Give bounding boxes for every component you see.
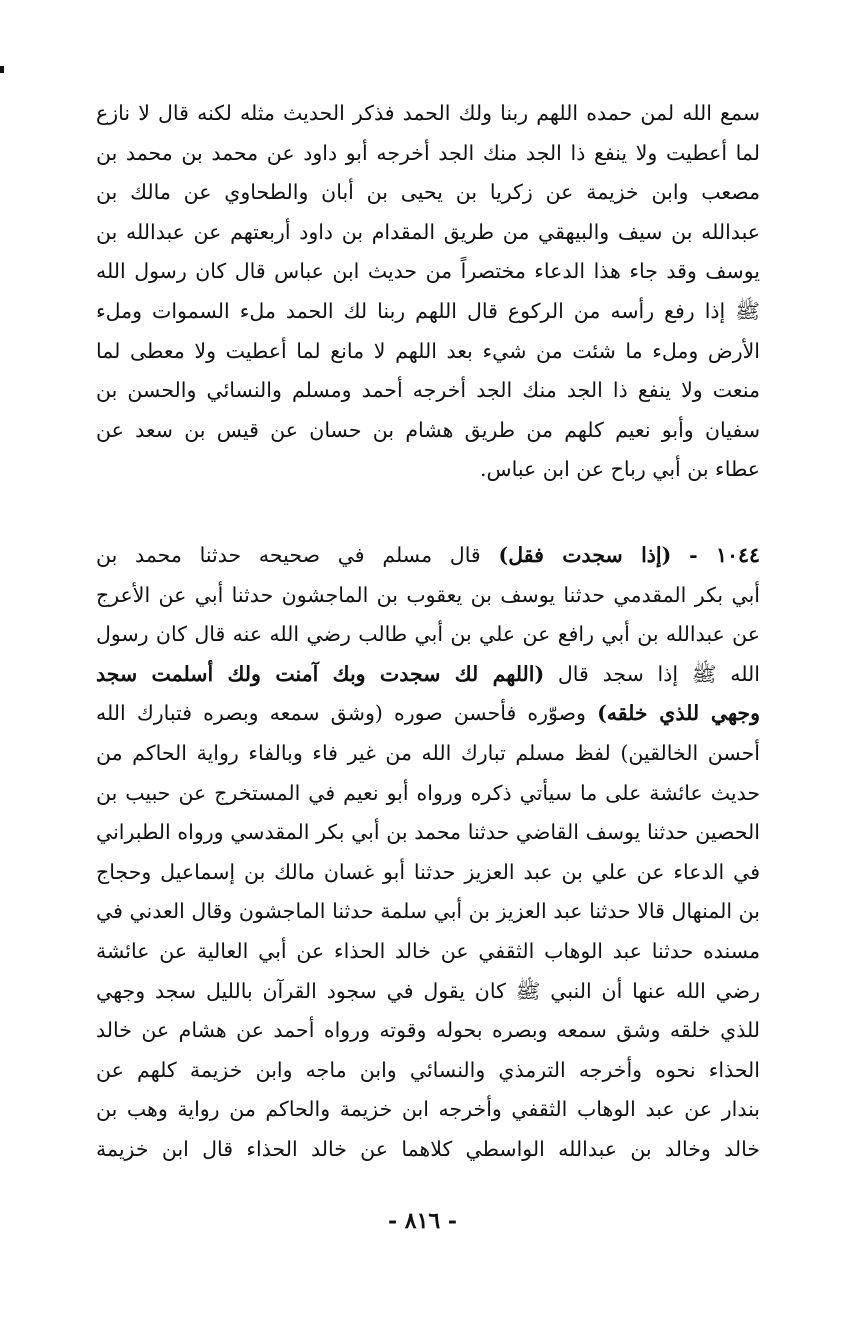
text-line: الأرض وملء ما شئت من شيء بعد اللهم لا مانع لما أعطيت ولا معطى لما: [96, 338, 760, 363]
text-line: لما أعطيت ولا ينفع ذا الجد منك الجد أخرجه أبو داود عن محمد بن محمد بن: [96, 140, 760, 165]
text-line: خالد وخالد بن عبدالله الواسطي كلاهما عن خالد الحذاء قال ابن خزيمة: [96, 1136, 760, 1161]
text-line: عطاء بن أبي رباح عن ابن عباس.: [480, 457, 760, 482]
quoted-dua-bold: (اللهم لك سجدت وبك آمنت ولك أسلمت سجد: [96, 661, 545, 686]
text-line-heading: [96, 536, 760, 576]
text-segment: الله ﷺ إذا سجد قال: [557, 661, 760, 686]
paragraph-1: [96, 94, 760, 490]
text-line: أبي بكر المقدمي حدثنا يوسف بن يعقوب بن الماجشون حدثنا أبي عن الأعرج: [96, 582, 760, 607]
page-number: - ٨١٦ -: [387, 1208, 458, 1234]
text-line: عبدالله بن سيف والبيهقي من طريق المقدام بن داود أربعتهم عن عبدالله بن: [96, 219, 760, 244]
text-line: عن عبدالله بن أبي رافع عن علي بن أبي طالب رضي الله عنه قال كان رسول: [96, 622, 760, 647]
text-line: رضي الله عنها أن النبي ﷺ كان يقول في سجود القرآن بالليل سجد وجهي: [96, 978, 760, 1003]
text-line: في الدعاء عن علي بن عبد العزيز حدثنا أبو غسان مالك بن إسماعيل وحجاج: [96, 859, 760, 884]
hadith-number: ١٠٤٤ -: [689, 543, 760, 567]
text-segment: قال مسلم في صحيحه حدثنا محمد بن: [96, 543, 481, 567]
text-segment: وصوّره فأحسن صوره (وشق سمعه وبصره فتبارك الله: [96, 701, 586, 726]
hadith-heading: (إذا سجدت فقل): [498, 543, 672, 567]
text-line: منعت ولا ينفع ذا الجد منك الجد أخرجه أحمد ومسلم والنسائي والحسن بن: [96, 378, 760, 403]
text-line: يوسف وقد جاء هذا الدعاء مختصراً من حديث ابن عباس قال كان رسول الله: [96, 259, 760, 284]
text-line: [96, 694, 760, 734]
text-line: الحذاء نحوه وأخرجه الترمذي والنسائي وابن ماجه وابن خزيمة كلهم عن: [96, 1057, 760, 1082]
text-line: الحصين حدثنا يوسف القاضي حدثنا محمد بن أبي بكر المقدسي ورواه الطبراني: [96, 820, 760, 845]
text-line: ﷺ إذا رفع رأسه من الركوع قال اللهم ربنا لك الحمد ملء السموات وملء: [96, 298, 760, 323]
text-line: حديث عائشة على ما سيأتي ذكره ورواه أبو نعيم في المستخرج عن حبيب بن: [96, 780, 760, 805]
text-line: سمع الله لمن حمده اللهم ربنا ولك الحمد فذكر الحديث مثله لكنه قال لا نازع: [96, 101, 760, 125]
text-line: سفيان وأبو نعيم كلهم من طريق هشام بن حسان عن قيس بن سعد عن: [96, 417, 760, 442]
text-line: أحسن الخالقين) لفظ مسلم تبارك الله من غير فاء وبالفاء رواية الحاكم من: [96, 740, 760, 765]
text-line: بندار عن عبد الوهاب الثقفي وأخرجه ابن خزيمة والحاكم من رواية وهب بن: [96, 1097, 760, 1122]
text-line: للذي خلقه وشق سمعه وبصره بحوله وقوته ورواه أحمد عن هشام عن خالد: [96, 1018, 760, 1043]
text-line: بن المنهال قالا حدثنا عبد العزيز بن أبي سلمة حدثنا الماجشون وقال العدني في: [96, 899, 760, 924]
text-line: [96, 655, 760, 695]
quoted-dua-bold: وجهي للذي خلقه): [597, 701, 760, 726]
text-line: مسنده حدثنا عبد الوهاب الثقفي عن خالد الحذاء عن أبي العالية عن عائشة: [96, 938, 760, 963]
scan-mark: [0, 66, 4, 73]
text-line: مصعب وابن خزيمة عن زكريا بن يحيى بن أبان والطحاوي عن مالك بن: [96, 180, 760, 205]
paragraph-2-hadith-1044: [96, 536, 760, 1170]
